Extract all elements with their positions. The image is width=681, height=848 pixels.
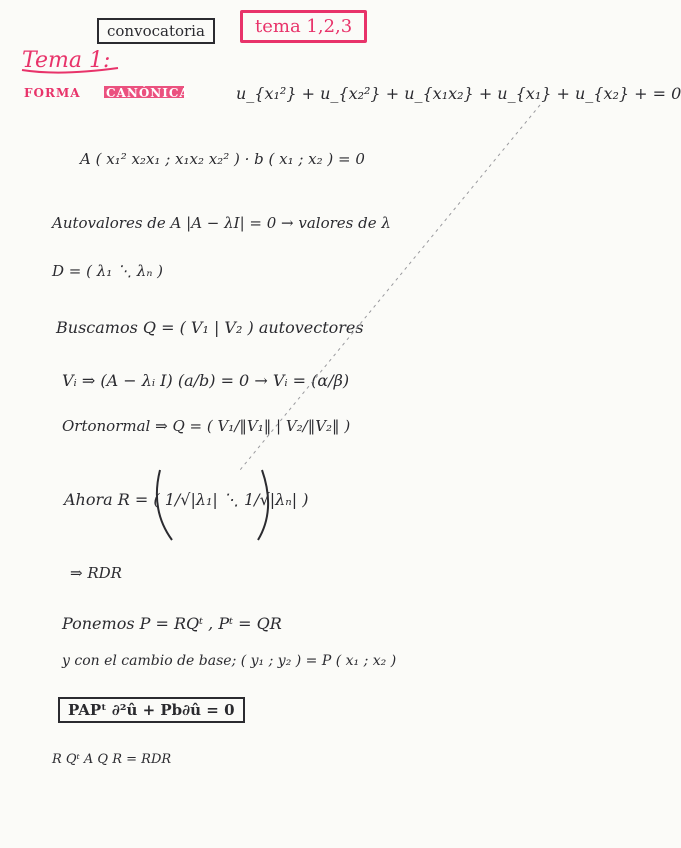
general-equation: u_{x₁²} + u_{x₂²} + u_{x₁x₂} + u_{x₁} + u_{x₂} + = 0 bbox=[236, 84, 681, 103]
cambio-base-line: y con el cambio de base; ( y₁ ; y₂ ) = P ( x₁ ; x₂ ) bbox=[62, 653, 397, 669]
topics-label: tema 1,2,3 bbox=[255, 16, 353, 37]
pap-equation: PAPᵗ ∂²û + Pb∂û = 0 bbox=[68, 701, 235, 719]
ortonormal-line: Ortonormal ⇒ Q = ( V₁/‖V₁‖ | V₂/‖V₂‖ ) bbox=[62, 417, 351, 435]
ponemos-line: Ponemos P = RQᵗ , Pᵗ = QR bbox=[62, 614, 282, 633]
faint-diagonal-stroke bbox=[240, 105, 540, 470]
ahora-line: Ahora R = ( 1/√|λ₁| ⋱ 1/√|λₙ| ) bbox=[64, 490, 309, 509]
matrix-form-line: A ( x₁² x₂x₁ ; x₁x₂ x₂² ) · b ( x₁ ; x₂ ) = 0 bbox=[80, 150, 365, 168]
d-matrix-line: D = ( λ₁ ⋱ λₙ ) bbox=[52, 262, 164, 280]
r-matrix-left-paren bbox=[157, 470, 172, 540]
subtitle-forma: FORMA bbox=[24, 86, 81, 100]
course-label: convocatoria bbox=[107, 22, 205, 40]
rdr-line: ⇒ RDR bbox=[70, 564, 122, 582]
vi-line: Vᵢ ⇒ (A − λᵢ I) (a/b) = 0 → Vᵢ = (α/β) bbox=[62, 371, 350, 390]
section-title: Tema 1: bbox=[22, 48, 111, 73]
final-equation: R Qᵗ A Q R = RDR bbox=[52, 752, 172, 767]
eigenvalues-line: Autovalores de A |A − λI| = 0 → valores de λ bbox=[52, 214, 391, 232]
r-matrix-right-paren bbox=[258, 470, 268, 540]
title-underline bbox=[22, 68, 118, 73]
subtitle-canonica: CANÓNICA bbox=[106, 86, 190, 100]
buscamos-line: Buscamos Q = ( V₁ | V₂ ) autovectores bbox=[56, 318, 364, 337]
